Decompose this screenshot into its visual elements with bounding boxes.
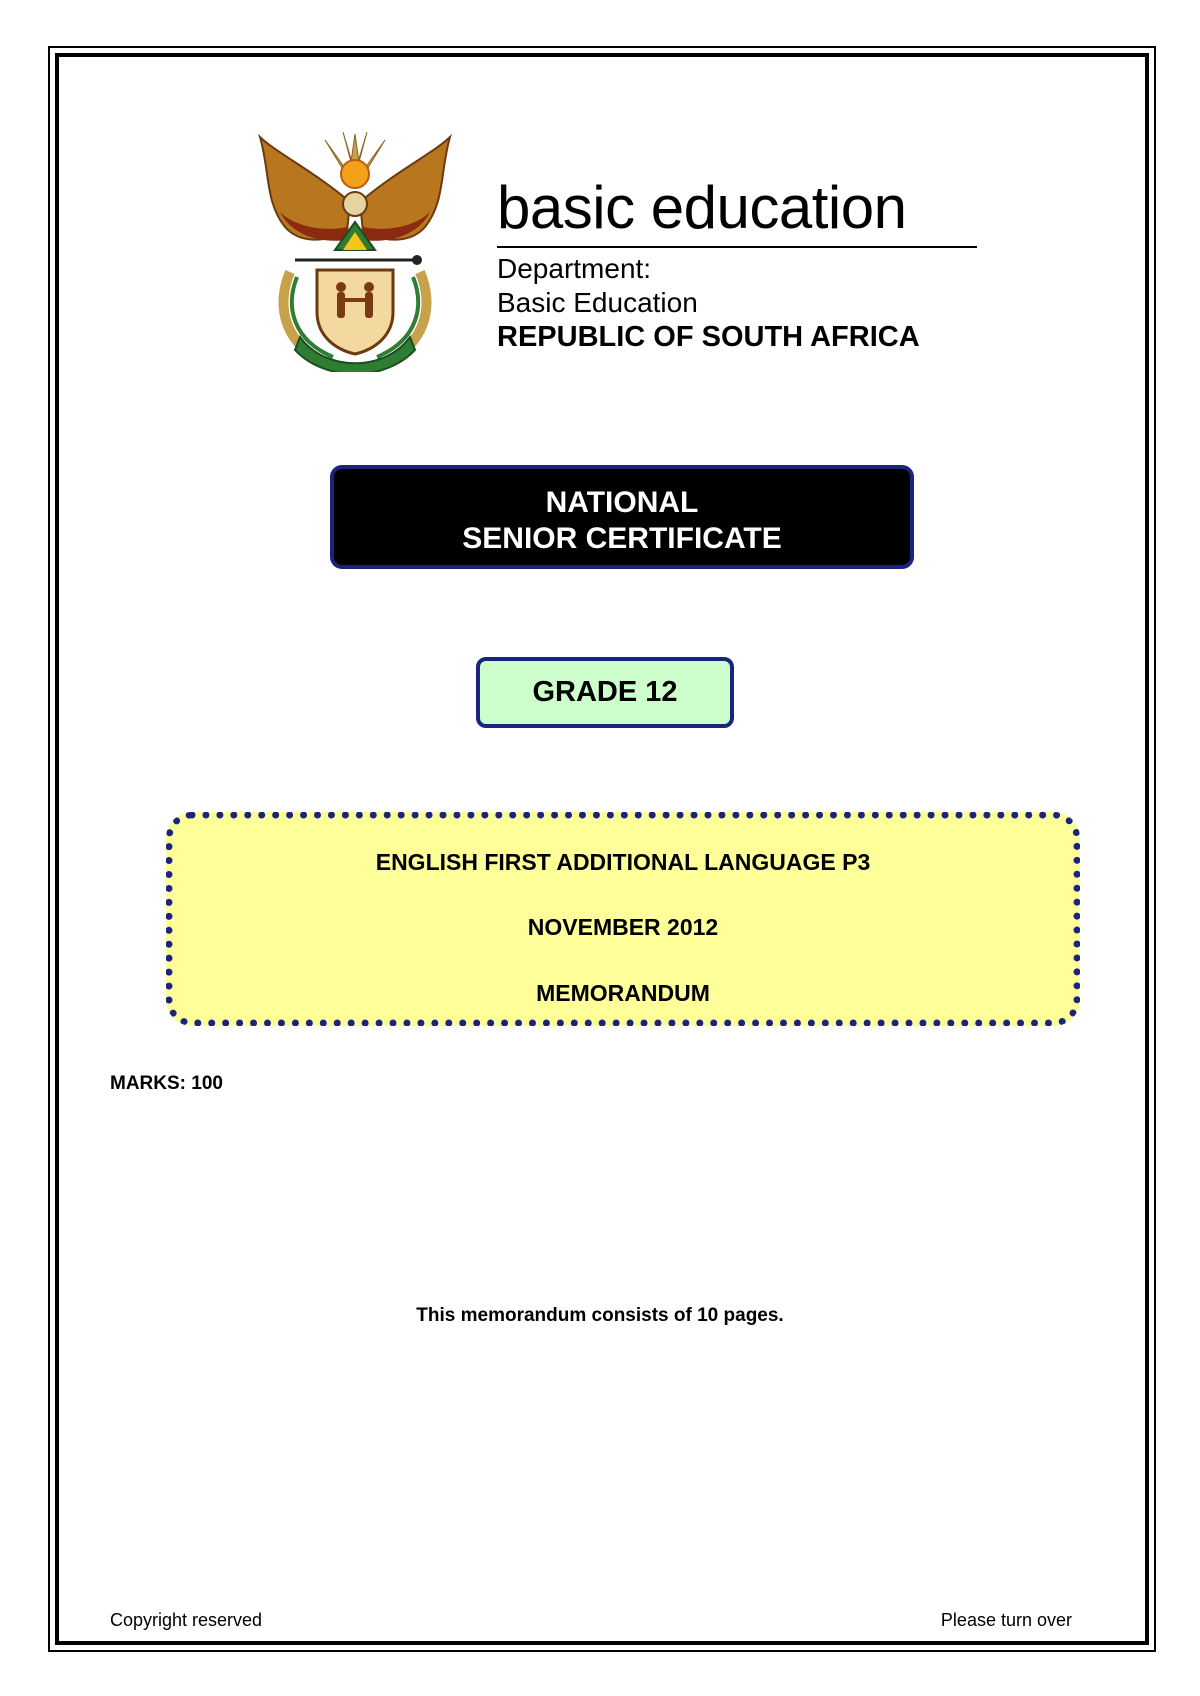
certificate-line-2: SENIOR CERTIFICATE — [462, 522, 782, 555]
total-marks: MARKS: 100 — [110, 1073, 223, 1094]
subject-panel — [166, 812, 1080, 1026]
coat-of-arms-crest — [255, 132, 455, 372]
country-name: REPUBLIC OF SOUTH AFRICA — [497, 321, 920, 353]
document-type: MEMORANDUM — [536, 980, 710, 1006]
page-count-note: This memorandum consists of 10 pages. — [416, 1305, 784, 1326]
footer-turn-over: Please turn over — [940, 1610, 1072, 1630]
brand-title: basic education — [497, 176, 977, 248]
grade-badge: GRADE 12 — [476, 657, 734, 728]
footer-copyright: Copyright reserved — [110, 1610, 263, 1630]
national-senior-certificate-banner — [330, 465, 914, 569]
department-name: Basic Education — [497, 287, 698, 318]
exam-date: NOVEMBER 2012 — [527, 914, 719, 940]
certificate-line-1: NATIONAL — [545, 486, 699, 519]
department-branding — [497, 176, 977, 354]
department-label: Department: — [497, 253, 652, 284]
subject-title: ENGLISH FIRST ADDITIONAL LANGUAGE P3 — [375, 849, 871, 875]
